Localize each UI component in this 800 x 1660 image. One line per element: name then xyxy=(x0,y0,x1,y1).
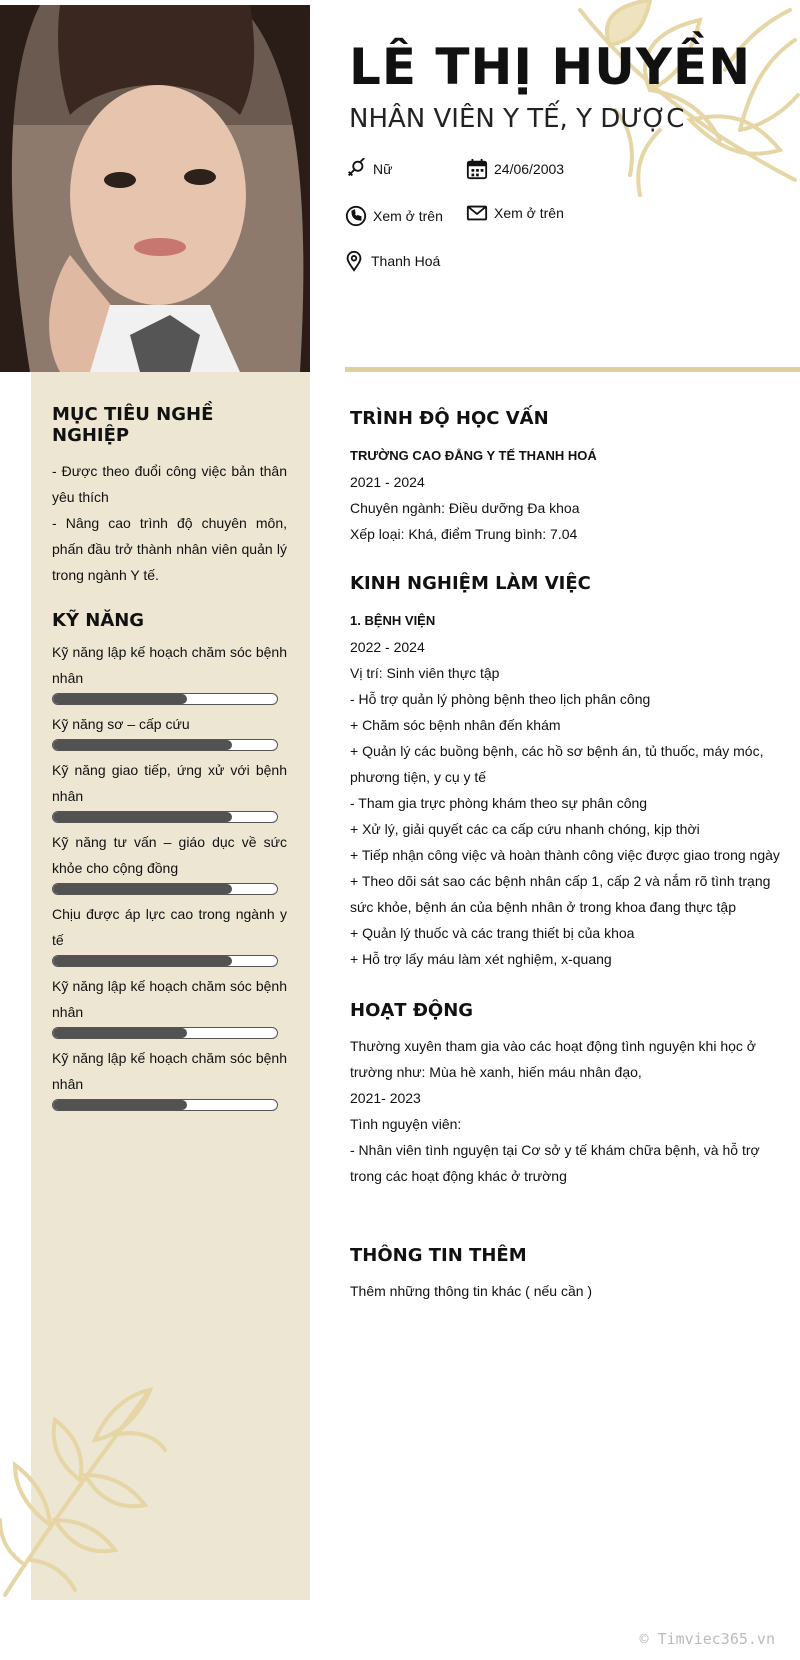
gender-value: Nữ xyxy=(373,161,393,177)
address-value: Thanh Hoá xyxy=(371,253,441,269)
objective-title: MỤC TIÊU NGHỀ NGHIỆP xyxy=(52,404,214,446)
leaf-decoration-bottom xyxy=(0,1380,170,1600)
skill-bar xyxy=(52,693,278,705)
skill-label: Kỹ năng giao tiếp, ứng xử với bệnh nhân xyxy=(52,762,287,804)
additional-title: THÔNG TIN THÊM xyxy=(350,1245,527,1266)
skill-item xyxy=(52,829,287,895)
skill-bar xyxy=(52,883,278,895)
experience-line: + Quản lý các buồng bệnh, các hồ sơ bệnh án, tủ thuốc, máy móc, phương tiện, y cụ y tế xyxy=(350,743,764,785)
education-rank: Xếp loại: Khá, điểm Trung bình: 7.04 xyxy=(350,526,578,542)
skill-item xyxy=(52,1045,287,1111)
birthday-value: 24/06/2003 xyxy=(494,161,565,177)
skill-label: Kỹ năng lập kế hoạch chăm sóc bệnh nhân xyxy=(52,1050,287,1092)
experience-position: Vị trí: Sinh viên thực tập xyxy=(350,665,500,681)
activities-line: Thường xuyên tham gia vào các hoạt động tình nguyện khi học ở trường như: Mùa hè xanh, hiến máu nhân đạo, xyxy=(350,1038,756,1080)
skill-bar xyxy=(52,1099,278,1111)
skill-bar xyxy=(52,739,278,751)
education-content xyxy=(350,443,780,547)
gender-icon xyxy=(345,158,367,180)
experience-line: + Quản lý thuốc và các trang thiết bị của khoa xyxy=(350,925,635,941)
address-info xyxy=(343,250,440,272)
activities-content xyxy=(350,1033,780,1189)
additional-text: Thêm những thông tin khác ( nếu cần ) xyxy=(350,1283,593,1299)
activities-line: Tình nguyện viên: xyxy=(350,1116,462,1132)
skill-label: Kỹ năng lập kế hoạch chăm sóc bệnh nhân xyxy=(52,644,287,686)
calendar-icon xyxy=(466,158,488,180)
experience-line: + Hỗ trợ lấy máu làm xét nghiệm, x-quang xyxy=(350,951,612,967)
skill-bar-fill xyxy=(53,740,232,750)
experience-title: KINH NGHIỆM LÀM VIỆC xyxy=(350,573,591,594)
skill-item xyxy=(52,711,287,751)
skill-bar-fill xyxy=(53,1028,187,1038)
experience-company: 1. BỆNH VIỆN xyxy=(350,613,436,628)
activities-title: HOẠT ĐỘNG xyxy=(350,1000,474,1021)
skill-bar-fill xyxy=(53,884,232,894)
skill-bar xyxy=(52,811,278,823)
skill-bar-fill xyxy=(53,694,187,704)
activities-line: - Nhân viên tình nguyện tại Cơ sở y tế khám chữa bệnh, và hỗ trợ trong các hoạt động khác ở trường xyxy=(350,1142,760,1184)
activities-line: 2021- 2023 xyxy=(350,1090,421,1106)
job-title: NHÂN VIÊN Y TẾ, Y DƯỢC xyxy=(349,104,685,134)
skill-label: Chịu được áp lực cao trong ngành y tế xyxy=(52,906,287,948)
phone-info xyxy=(345,205,443,227)
main-content xyxy=(350,408,780,1304)
skill-bar xyxy=(52,955,278,967)
education-major: Chuyên ngành: Điều dưỡng Đa khoa xyxy=(350,500,580,516)
experience-line: + Chăm sóc bệnh nhân đến khám xyxy=(350,717,561,733)
profile-photo xyxy=(0,5,310,372)
skill-bar-fill xyxy=(53,1100,187,1110)
experience-line: + Xử lý, giải quyết các ca cấp cứu nhanh chóng, kịp thời xyxy=(350,821,700,837)
candidate-name: LÊ THỊ HUYỀN xyxy=(349,38,752,96)
experience-line: - Hỗ trợ quản lý phòng bệnh theo lịch phân công xyxy=(350,691,651,707)
leaf-decoration-top xyxy=(540,0,800,200)
education-school: TRƯỜNG CAO ĐẲNG Y TẾ THANH HOÁ xyxy=(350,448,597,463)
email-value: Xem ở trên xyxy=(494,205,564,221)
experience-line: + Tiếp nhận công việc và hoàn thành công việc được giao trong ngày xyxy=(350,847,780,863)
skill-item xyxy=(52,757,287,823)
watermark: © Timviec365.vn xyxy=(639,1630,775,1648)
objective-content xyxy=(52,458,287,588)
phone-icon xyxy=(345,205,367,227)
skill-label: Kỹ năng tư vấn – giáo dục về sức khỏe cho cộng đồng xyxy=(52,834,287,876)
objective-line: - Được theo đuổi công việc bản thân yêu thích xyxy=(52,463,287,505)
skill-label: Kỹ năng sơ – cấp cứu xyxy=(52,716,190,732)
experience-years: 2022 - 2024 xyxy=(350,639,425,655)
experience-line: + Theo dõi sát sao các bệnh nhân cấp 1, cấp 2 và nắm rõ tình trạng sức khỏe, bệnh án của bệnh nhân ở trong khoa đang thực tập xyxy=(350,873,771,915)
education-years: 2021 - 2024 xyxy=(350,474,425,490)
location-pin-icon xyxy=(343,250,365,272)
skill-item xyxy=(52,639,287,705)
mail-icon xyxy=(466,202,488,224)
skill-bar-fill xyxy=(53,812,232,822)
skill-item xyxy=(52,973,287,1039)
skill-bar xyxy=(52,1027,278,1039)
skill-bar-fill xyxy=(53,956,232,966)
skills-title: KỸ NĂNG xyxy=(52,610,145,631)
skill-label: Kỹ năng lập kế hoạch chăm sóc bệnh nhân xyxy=(52,978,287,1020)
sidebar xyxy=(52,404,287,1111)
birthday-info xyxy=(466,158,564,180)
email-info xyxy=(466,202,564,224)
header-divider xyxy=(345,367,800,372)
gender-info xyxy=(345,158,392,180)
education-title: TRÌNH ĐỘ HỌC VẤN xyxy=(350,408,549,429)
experience-content xyxy=(350,608,780,972)
experience-line: - Tham gia trực phòng khám theo sự phân công xyxy=(350,795,648,811)
phone-value: Xem ở trên xyxy=(373,208,443,224)
skills-list xyxy=(52,639,287,1111)
objective-line: - Nâng cao trình độ chuyên môn, phấn đầu trở thành nhân viên quản lý trong ngành Y tế. xyxy=(52,515,287,583)
skill-item xyxy=(52,901,287,967)
